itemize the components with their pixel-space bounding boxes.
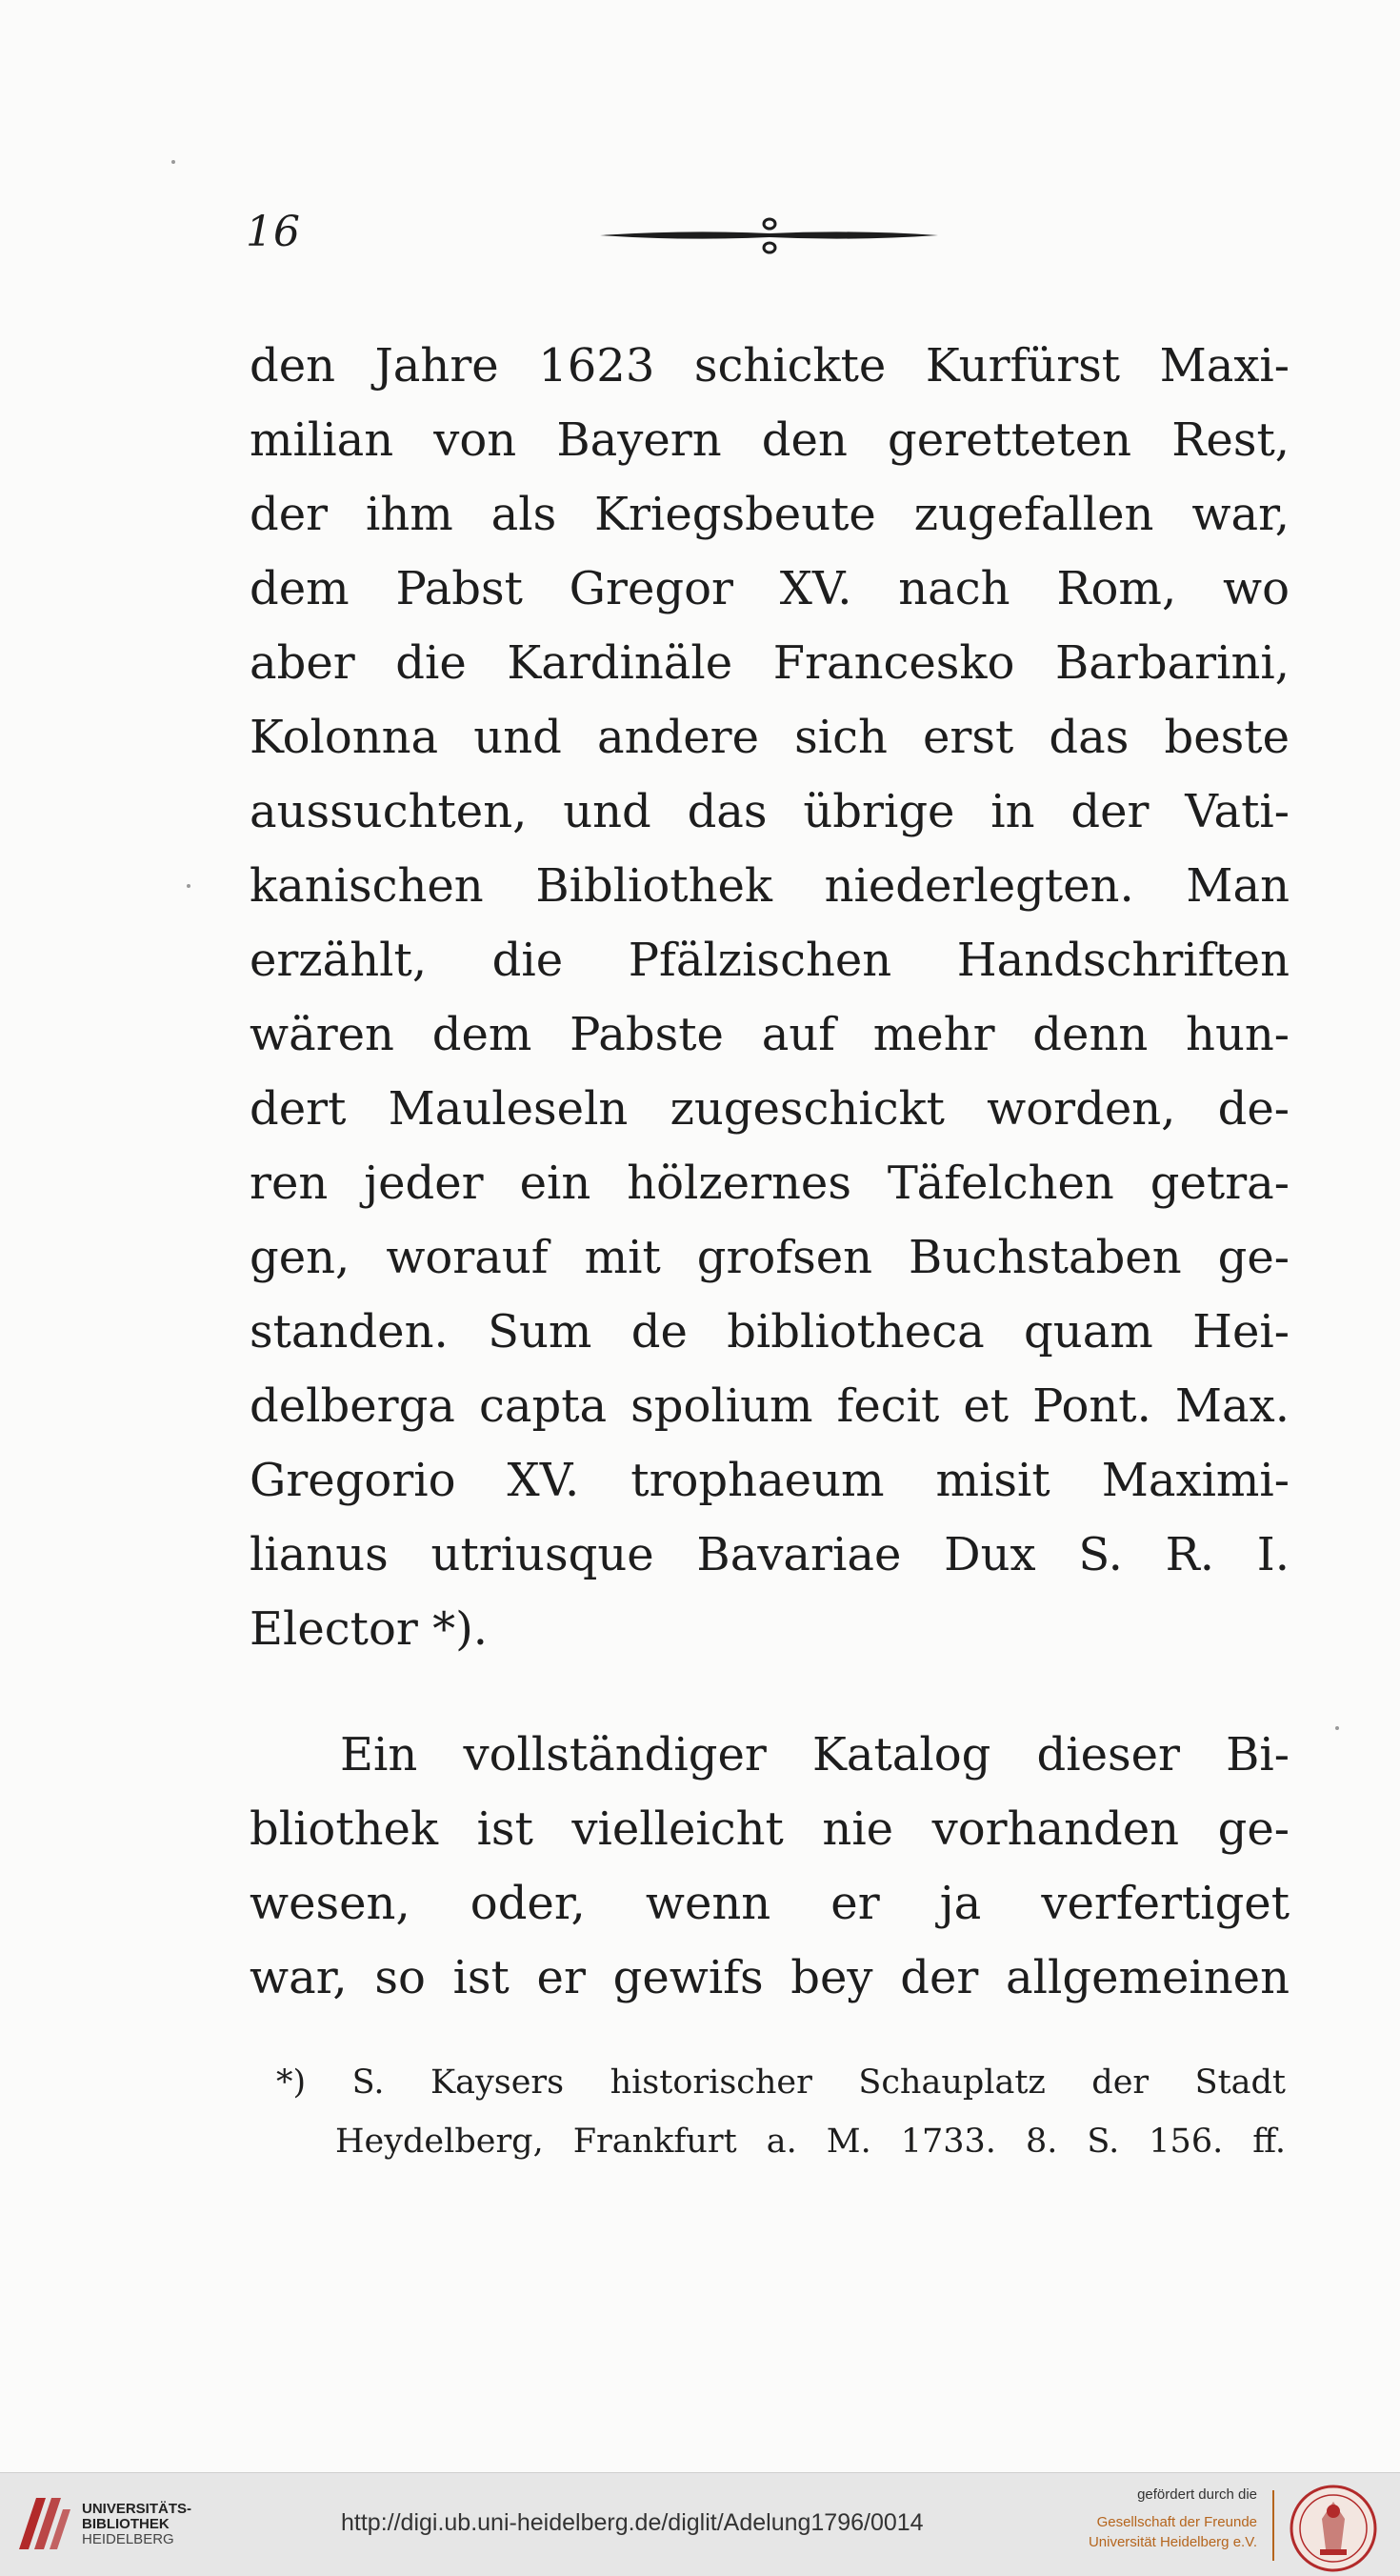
text-line: wären dem Pabste auf mehr denn hun-: [250, 1008, 1290, 1061]
text-line: Kolonna und andere sich erst das beste: [250, 711, 1290, 764]
footnote-line: Heydelberg, Frankfurt a. M. 1733. 8. S. 156. ff.: [335, 2123, 1286, 2161]
text-line: den Jahre 1623 schickte Kurfürst Maxi-: [250, 339, 1290, 392]
text-line: Elector *).: [250, 1602, 489, 1656]
funding-credit: [1067, 2485, 1257, 2552]
permalink-url[interactable]: http://digi.ub.uni-heidelberg.de/diglit/Adelung1796/0014: [341, 2509, 924, 2536]
library-name: [82, 2502, 191, 2547]
text-line: kanischen Bibliothek niederlegten. Man: [250, 859, 1290, 913]
funding-label: gefördert durch die: [1137, 2486, 1257, 2503]
text-line: lianus utriusque Bavariae Dux S. R. I.: [250, 1528, 1290, 1581]
text-line: Gregorio XV. trophaeum misit Maximi-: [250, 1454, 1290, 1507]
text-line: Ein vollständiger Katalog dieser Bi-: [340, 1728, 1290, 1781]
text-line: gen, worauf mit grofsen Buchstaben ge-: [250, 1231, 1290, 1284]
body-text: [250, 329, 1290, 2015]
text-line: delberga capta spolium fecit et Pont. Max.: [250, 1379, 1290, 1433]
paragraph-gap: [250, 1666, 1290, 1718]
text-line: war, so ist er gewifs bey der allgemeinen: [250, 1951, 1290, 2004]
text-line: dert Mauleseln zugeschickt worden, de-: [250, 1082, 1290, 1136]
text-line: aussuchten, und das übrige in der Vati-: [250, 785, 1290, 838]
text-line: der ihm als Kriegsbeute zugefallen war,: [250, 488, 1290, 541]
library-name-line: HEIDELBERG: [82, 2531, 174, 2547]
text-line: bliothek ist vielleicht nie vorhanden ge-: [250, 1802, 1290, 1856]
text-line: wesen, oder, wenn er ja verfertiget: [250, 1877, 1290, 1930]
footer-banner: [0, 2472, 1400, 2576]
text-line: erzählt, die Pfälzischen Handschriften: [250, 934, 1290, 987]
text-line: milian von Bayern den geretteten Rest,: [250, 413, 1290, 467]
scan-speck: [171, 160, 175, 164]
funding-org-line: Universität Heidelberg e.V.: [1088, 2534, 1257, 2550]
footnote: [276, 2053, 1286, 2171]
text-line: aber die Kardinäle Francesko Barbarini,: [250, 636, 1290, 690]
funding-org-line: Gesellschaft der Freunde: [1096, 2514, 1257, 2530]
university-seal-icon: [1288, 2483, 1379, 2574]
text-line: standen. Sum de bibliotheca quam Hei-: [250, 1305, 1290, 1358]
library-name-line: UNIVERSITÄTS-: [82, 2501, 192, 2517]
library-name-line: BIBLIOTHEK: [82, 2516, 170, 2532]
ornament-rule-icon: [600, 211, 938, 259]
text-line: ren jeder ein hölzernes Täfelchen getra-: [250, 1157, 1290, 1210]
scan-speck: [1335, 1726, 1339, 1730]
funding-divider: [1272, 2490, 1274, 2561]
footnote-line: *) S. Kaysers historischer Schauplatz der Stadt: [276, 2063, 1286, 2102]
university-library-logo-icon: [13, 2490, 74, 2559]
scan-speck: [187, 884, 190, 888]
text-line: dem Pabst Gregor XV. nach Rom, wo: [250, 562, 1290, 615]
page-number: 16: [246, 208, 301, 256]
